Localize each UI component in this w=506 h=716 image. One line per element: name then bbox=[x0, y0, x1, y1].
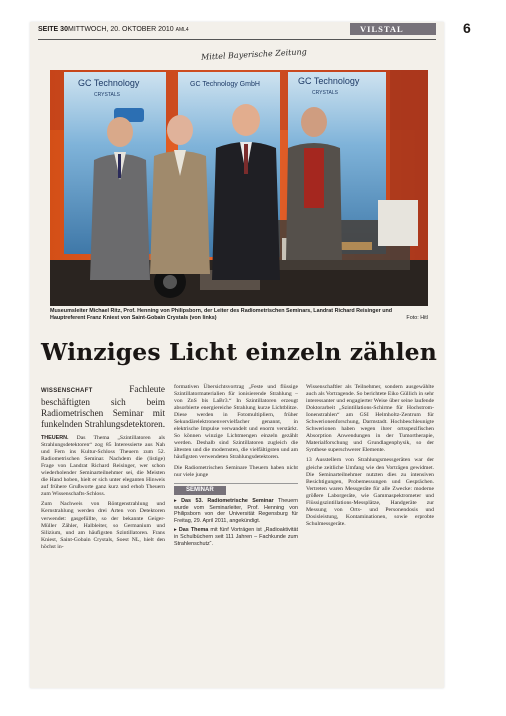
paragraph bbox=[41, 435, 165, 498]
paragraph: Zum Nachweis von Röntgenstrahlung und Kernstrahlung werden drei Arten von Detektoren verwendet: gasgefüllte, so der bekannte Geiger-Müller Zähler, Halbleiter, so Germanium und Silizium, und am häufigsten Szintillatoren. Frans Kniest, Saint-Gobain Crystals, Soest NL, hielt den höchst in- bbox=[41, 501, 165, 550]
paragraph: Wissenschaftler als Teilnehmer, sondern ausgewählte auch als Vortragende. So berichtete Eiko Güllich in sehr interessanter und engagierter Weise über seine laufende Doktorarbeit „Szintillations-Schirme für Hochstrom-Ionenstrahlen“ am GSI Helmholtz-Zentrum für Schwerionenforschung, Darmstadt. Hochbeschleunigte Schwerionen haben wegen ihrer ortsspezifischen Absorption Anwendungen in der Tumortherapie, Materialforschung und Grundlagenphysik, so der Synthese superschwerer Elemente. bbox=[306, 384, 434, 454]
infobox-item: ▸ Das 53. Radiometrische Seminar Theuern wurde vom Seminarleiter, Prof. Henning von Philipsborn von der Universität Regensburg für Freitag, 29. April 2011, angekündigt. bbox=[174, 497, 298, 525]
infobox-item-text: mit fünf Vorträgen ist „Radioaktivität in Schulbüchern seit 111 Jahren – Fachkunde zum Strahlenschutz“. bbox=[174, 527, 299, 548]
article-column-1 bbox=[41, 384, 165, 554]
infobox-item: ▸ Das Thema mit fünf Vorträgen ist „Radioaktivität in Schulbüchern seit 111 Jahren – Fachkunde zum Strahlenschutz“. bbox=[174, 527, 299, 548]
infobox-item-text: Theuern wurde vom Seminarleiter, Prof. Henning von Philipsborn von der Universität Regensburg für Freitag, 29. April 2011, angekündigt. bbox=[174, 497, 298, 525]
headline: Winziges Licht einzeln zählen bbox=[41, 338, 437, 366]
kicker-label: WISSENSCHAFT bbox=[41, 388, 93, 394]
caption-text: Museumsleiter Michael Ritz, Prof. Henning von Philipsborn, der Leiter des Radiometrischen Seminars, Landrat Richard Reisinger und Hauptreferent Franz Kniest von Saint-Gobain Crystals (von links) bbox=[50, 308, 393, 322]
photo-caption bbox=[50, 308, 428, 323]
page-header bbox=[38, 26, 436, 40]
infobox-label: SEMINAR bbox=[174, 486, 226, 495]
banner-right-text: GC Technology bbox=[298, 76, 360, 86]
banner-left-sub: CRYSTALS bbox=[94, 92, 120, 98]
banner-right-sub: CRYSTALS bbox=[312, 90, 338, 96]
header-rule bbox=[38, 39, 436, 40]
page-number: 6 bbox=[463, 20, 471, 36]
infobox-item-lead: Das 53. Radiometrische Seminar bbox=[181, 497, 274, 504]
article-column-2 bbox=[174, 384, 298, 550]
rubric-label: VILSTAL bbox=[350, 23, 436, 35]
kicker bbox=[41, 384, 165, 430]
event-photo bbox=[50, 70, 428, 306]
paragraph: Die Radiometrischen Seminare Theuern haben nicht nur viele junge bbox=[174, 464, 298, 478]
dateline: THEUERN. bbox=[41, 435, 69, 441]
page-code: AML4 bbox=[175, 27, 189, 33]
paragraph: formativen Übersichtsvortrag „Feste und flüssige Szintillatormaterialien für ionisierende Strahlung – von ZnS bis LaBr3.“ In Szintillatoren erzeugt absorbierte energiereiche Strahlung kurze Lichtblitze. Diese werden in Fotomultipliern, früher Sekundärelektronenvervielfacher genannt, in elektrische Impulse verwandelt und enorm verstärkt. So können winzige Lichtmengen einzeln gezählt werden. Deshalb sind Szintillatoren zugleich die ältesten und die modernsten, die vielfältigsten und am häufigsten verwendeten Strahlungsdetektoren. bbox=[174, 384, 298, 461]
article-column-3 bbox=[306, 384, 434, 531]
paragraph: 13 Ausstellern von Strahlungsmessgeräten war der gleiche zeitliche Umfang wie den Vorträgen gewidmet. Die Seminarteilnehmer nutzten dies zu intensiven Besichtigungen, Probemessungen und Gesprächen. Vertreten waren Messgeräte für alle Zwecke: moderne größere Laborgeräte, wie Gammaspektrometer und Flüssigszintillations-Messplätze, Handgeräte zur Messung von Orts- und Personendosis und Dosisleistung, Kontaminationen, sowie erprobte Schulmessgeräte. bbox=[306, 457, 434, 527]
handwritten-source-note: Mittel Bayerische Zeitung bbox=[200, 47, 307, 62]
kicker-text: Fachleute beschäftigten sich beim Radiometrischen Seminar mit funkelnden Strahlungsdetektoren. bbox=[41, 384, 165, 429]
infobox-item-lead: Das Thema bbox=[178, 527, 209, 534]
seminar-infobox bbox=[174, 483, 298, 548]
section-label: SEITE 30 bbox=[38, 26, 68, 33]
paragraph-text: Das Thema „Szintillatoren als Strahlungsdetektoren“ zog 85 Interessierte aus Nah und Fern ins Kultur-Schloss Theuern zum 52. Radiometrischen Seminar. Nachdem die (listige) Frage von Landrat Richard Reisinger, wer schon wiederholender Seminarteilnehmer sei, die Meisten die Hand hoben, hielt er sich unter eleganten Hinweis auf frühere Grußworte ganz kurz und erhob Theuern zum Wissenschafts-Schloss. bbox=[41, 435, 165, 498]
date-text: MITTWOCH, 20. OKTOBER 2010 bbox=[68, 26, 174, 33]
issue-date bbox=[68, 26, 189, 33]
banner-center-text: GC Technology GmbH bbox=[190, 81, 260, 88]
photo-credit: Foto: Hitl bbox=[406, 315, 428, 322]
banner-left-text: GC Technology bbox=[78, 78, 140, 88]
